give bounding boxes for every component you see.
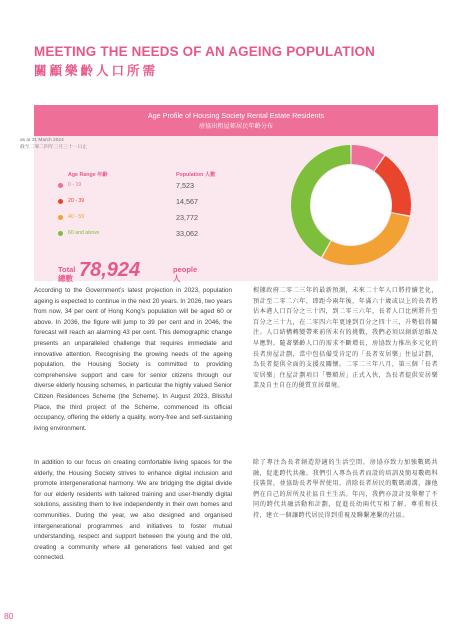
- total-label: [58, 265, 75, 283]
- legend-swatch: [58, 183, 63, 188]
- population-column-header: Population 人數: [176, 172, 216, 178]
- chart-title-zh: 房協出租屋邨居民年齡分布: [198, 123, 274, 130]
- people-label-zh: 人: [173, 274, 181, 283]
- age-range-label: 60 and above: [68, 230, 100, 236]
- population-value: 33,062: [176, 229, 198, 238]
- population-value: 7,523: [176, 181, 194, 190]
- total-value: 78,924: [79, 259, 141, 281]
- age-range-label: 0 - 19: [68, 182, 82, 188]
- as-of-date: [20, 138, 87, 151]
- page-title-en: MEETING THE NEEDS OF AN AGEING POPULATION: [34, 44, 375, 59]
- chart-title-en: Age Profile of Housing Society Rental Estate Residents: [147, 111, 325, 120]
- population-value: 23,772: [176, 213, 198, 222]
- age-range-column-header: Age Range 年齡: [68, 172, 108, 178]
- paragraph-en-2: In addition to our focus on creating comfortable living spaces for the elderly, the Housing Society strives to enhance digital inclusion and promote intergenerational harmony. We are bridging the digital divide for our elderly residents with tailored training and user-friendly digital solutions, assisting them to live independently in their own homes and communities. During the year, we also designed and organised intergenerational programmes and initiatives to foster mutual understanding, respect and support between the young and the old, creating a community where all generations feel valued and get connected.: [34, 459, 232, 562]
- age-range-label: 20 - 39: [68, 198, 85, 204]
- total-label-en: Total: [58, 265, 76, 274]
- page-title-zh: 關顧樂齡人口所需: [34, 64, 159, 78]
- paragraph-en-1: According to the Government’s latest projection in 2023, population ageing is expected to continue in the next 20 years. In 2026, two years from now, 34 per cent of Hong Kong’s population will be aged 60 or above. In 2036, the figure will jump to 39 per cent and in 2046, the forecast will reach an alarming 43 per cent. This demographic change presents an unparalleled challenge that requires immediate and innovative attention. Recognising the growing needs of the ageing population, the Housing Society is committed to providing comprehensive support and care for senior citizens through our diverse elderly housing schemes, in particular the highly valued Senior Citizen Residences Scheme (the Scheme). In August 2023, Blissful Place, the third project of the Scheme, commenced its official occupancy, offering the elderly a quality, worry-free and self-sustaining living environment.: [34, 287, 232, 432]
- chart-header: [34, 105, 438, 136]
- people-label: [173, 265, 197, 283]
- as-of-date-zh: 截至二零二四年三月三十一日止: [20, 144, 88, 150]
- population-value: 14,567: [176, 197, 198, 206]
- total-label-zh: 總數: [58, 274, 73, 283]
- page-number: 80: [4, 611, 14, 621]
- people-label-en: people: [173, 265, 198, 274]
- age-range-label: 40 - 59: [68, 214, 85, 220]
- paragraph-zh-1: 根據政府二零二三年的最新預測，未來二十年人口將持續老化，預計至二零二六年，即距今兩年後，年滿六十歲或以上的長者將佔本港人口百分之三十四，到二零三六年，長者人口比例將升至百分之三十九，在二零四六年更達到百分之四十三，升勢值得關注。人口結構轉變帶來前所未有的挑戰，我們必須以創新思維及早應對。隨著樂齡人口的需求不斷增長，房協致力推出多元化的長者房屋計劃，當中包括備受肯定的「長者安居樂」住屋計劃，為長者提供全面的支援及關懷。二零二三年八月，第三個「長者安居樂」住屋計劃項目「豐頤居」正式入伙，為長者提供安居樂業及自主自在的優質宜居環境。: [253, 287, 438, 390]
- legend-swatch: [58, 199, 63, 204]
- legend-swatch: [58, 231, 63, 236]
- donut-hole: [311, 165, 391, 245]
- age-donut-chart: [289, 143, 413, 267]
- as-of-date-en: as at 31 March 2024: [20, 138, 64, 143]
- legend-swatch: [58, 215, 63, 220]
- paragraph-zh-2: 除了專注為長者創造舒適的生活空間，房協亦致力加強數碼共融，促進跨代共融。我們引入專為長者而設的培訓及簡易數碼科技裝置，並協助長者學習使用，消除長者居民的數碼鴻溝，讓他們在自己的居所及社區自主生活。年內，我們亦設計及舉辦了不同的跨代共融活動和計劃，促進長幼兩代互相了解、尊重和扶持，建立一個讓跨代居民得到重視及聯繫連繫的社區。: [253, 459, 438, 519]
